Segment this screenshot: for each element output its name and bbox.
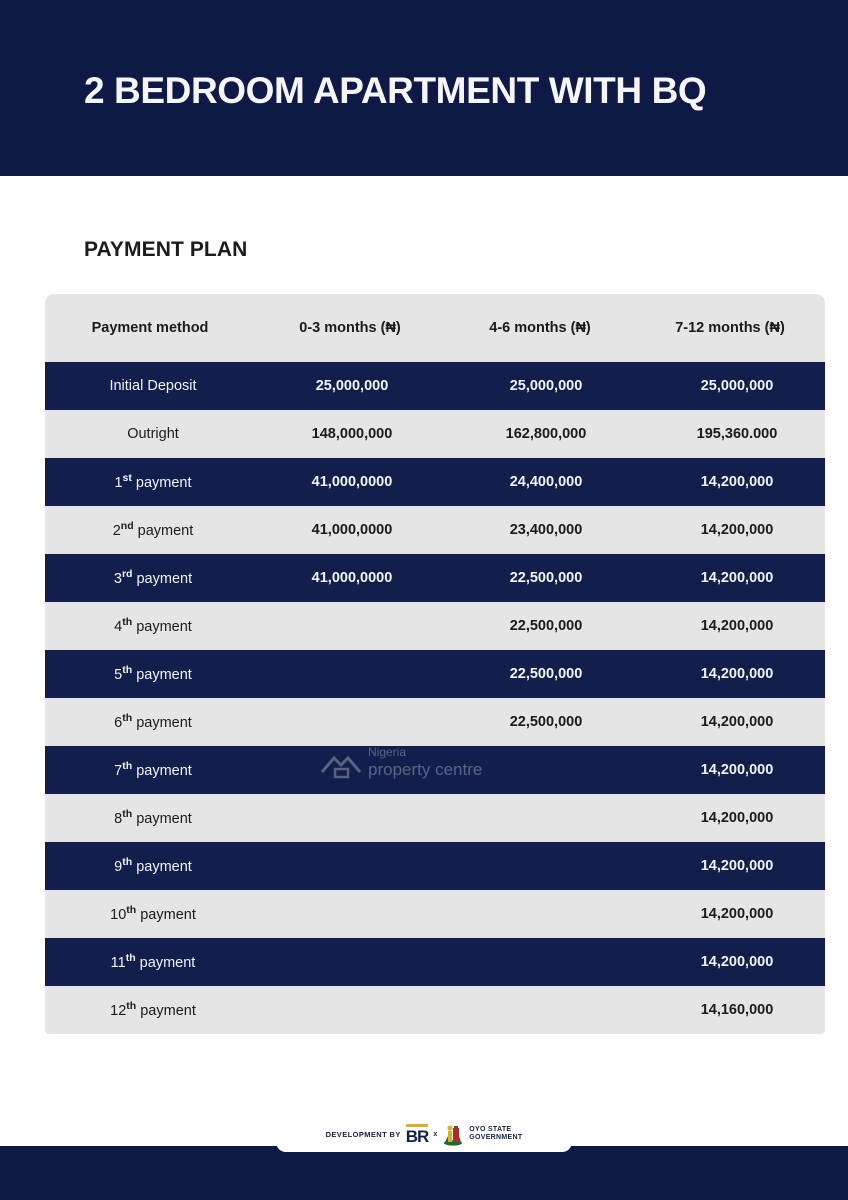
table-row — [45, 458, 825, 506]
cell-7-12-months: 14,160,000 — [700, 1002, 774, 1018]
payment-plan-table — [45, 294, 825, 1034]
column-header-4-6-months: 4-6 months (₦) — [445, 294, 635, 362]
cell-7-12-months: 14,200,000 — [700, 954, 774, 970]
section-title: PAYMENT PLAN — [84, 238, 248, 261]
cell-payment-method: Outright — [127, 426, 179, 442]
ordinal-payment-label: 9th payment — [114, 856, 192, 876]
cell-0-3-months: 41,000,0000 — [311, 474, 393, 490]
ordinal-payment-label: 5th payment — [114, 664, 192, 684]
column-header-payment-method: Payment method — [45, 294, 255, 362]
table-row — [45, 746, 825, 794]
cell-payment-method: Initial Deposit — [109, 378, 197, 394]
cell-4-6-months: 162,800,000 — [505, 426, 587, 442]
ordinal-payment-label: 10th payment — [110, 904, 196, 924]
payment-plan-rows — [45, 362, 825, 1034]
table-row — [45, 650, 825, 698]
cell-0-3-months: 148,000,000 — [311, 426, 393, 442]
cell-4-6-months: 23,400,000 — [509, 522, 583, 538]
watermark-line-2: property centre — [368, 760, 483, 780]
ordinal-payment-label: 7th payment — [114, 760, 192, 780]
cell-7-12-months: 14,200,000 — [700, 906, 774, 922]
table-row — [45, 362, 825, 410]
cell-0-3-months: 41,000,0000 — [311, 570, 393, 586]
page-title: 2 BEDROOM APARTMENT WITH BQ — [84, 70, 707, 111]
cell-0-3-months — [255, 938, 445, 986]
cell-7-12-months: 14,200,000 — [700, 570, 774, 586]
ordinal-payment-label: 1st payment — [114, 472, 192, 492]
cell-payment-method — [45, 794, 255, 842]
cell-payment-method — [45, 938, 255, 986]
cell-0-3-months — [255, 602, 445, 650]
ordinal-payment-label: 2nd payment — [112, 520, 194, 540]
footer-development-by-label: DEVELOPMENT BY — [325, 1129, 401, 1139]
cell-4-6-months: 22,500,000 — [509, 666, 583, 682]
cell-0-3-months — [255, 794, 445, 842]
ordinal-payment-label: 12th payment — [110, 1000, 196, 1020]
cell-4-6-months: 22,500,000 — [509, 570, 583, 586]
cell-payment-method — [45, 602, 255, 650]
cell-4-6-months — [445, 938, 635, 986]
partner-name — [469, 1126, 522, 1142]
column-header-0-3-months: 0-3 months (₦) — [255, 294, 445, 362]
title-banner — [0, 0, 848, 176]
table-row — [45, 602, 825, 650]
table-row — [45, 986, 825, 1034]
cell-7-12-months: 14,200,000 — [700, 810, 774, 826]
table-row — [45, 410, 825, 458]
cell-0-3-months: 25,000,000 — [315, 378, 389, 394]
cell-payment-method — [45, 890, 255, 938]
cell-0-3-months — [255, 746, 445, 794]
cell-4-6-months: 22,500,000 — [509, 618, 583, 634]
ordinal-payment-label: 11th payment — [110, 952, 196, 972]
cell-payment-method — [45, 554, 255, 602]
footer-credits — [276, 1116, 572, 1152]
ordinal-payment-label: 3rd payment — [113, 568, 193, 588]
cell-4-6-months — [445, 842, 635, 890]
cell-7-12-months: 195,360.000 — [696, 426, 778, 442]
cell-4-6-months — [445, 746, 635, 794]
cell-4-6-months — [445, 890, 635, 938]
cell-7-12-months: 14,200,000 — [700, 522, 774, 538]
cell-payment-method — [45, 986, 255, 1034]
cell-7-12-months: 14,200,000 — [700, 714, 774, 730]
table-row — [45, 890, 825, 938]
ordinal-payment-label: 8th payment — [114, 808, 192, 828]
cell-payment-method — [45, 506, 255, 554]
table-row — [45, 698, 825, 746]
column-header-7-12-months: 7-12 months (₦) — [635, 294, 825, 362]
page-body — [0, 176, 848, 1146]
ordinal-payment-label: 4th payment — [114, 616, 192, 636]
partner-line-1: OYO STATE — [469, 1125, 512, 1133]
watermark-line-1: Nigeria — [368, 745, 407, 760]
cell-payment-method — [45, 746, 255, 794]
cell-7-12-months: 25,000,000 — [700, 378, 774, 394]
table-row — [45, 842, 825, 890]
table-row — [45, 938, 825, 986]
cell-4-6-months — [445, 794, 635, 842]
cell-7-12-months: 14,200,000 — [700, 618, 774, 634]
table-row — [45, 554, 825, 602]
cell-0-3-months — [255, 842, 445, 890]
cell-4-6-months: 25,000,000 — [509, 378, 583, 394]
cell-payment-method — [45, 458, 255, 506]
footer-separator: x — [433, 1130, 438, 1138]
footer-banner — [0, 1146, 848, 1200]
cell-payment-method — [45, 650, 255, 698]
cell-0-3-months — [255, 986, 445, 1034]
ordinal-payment-label: 6th payment — [114, 712, 192, 732]
cell-7-12-months: 14,200,000 — [700, 666, 774, 682]
cell-4-6-months: 22,500,000 — [509, 714, 583, 730]
cell-0-3-months: 41,000,0000 — [311, 522, 393, 538]
oyo-state-crest-icon — [442, 1122, 464, 1146]
cell-0-3-months — [255, 698, 445, 746]
table-row — [45, 794, 825, 842]
table-row — [45, 506, 825, 554]
cell-4-6-months — [445, 986, 635, 1034]
cell-7-12-months: 14,200,000 — [700, 858, 774, 874]
cell-payment-method — [45, 842, 255, 890]
developer-logo: BR — [406, 1124, 429, 1145]
partner-line-2: GOVERNMENT — [469, 1134, 523, 1141]
table-header-row — [45, 294, 825, 362]
cell-0-3-months — [255, 890, 445, 938]
cell-7-12-months: 14,200,000 — [700, 762, 774, 778]
cell-payment-method — [45, 698, 255, 746]
cell-4-6-months: 24,400,000 — [509, 474, 583, 490]
cell-0-3-months — [255, 650, 445, 698]
cell-7-12-months: 14,200,000 — [700, 474, 774, 490]
